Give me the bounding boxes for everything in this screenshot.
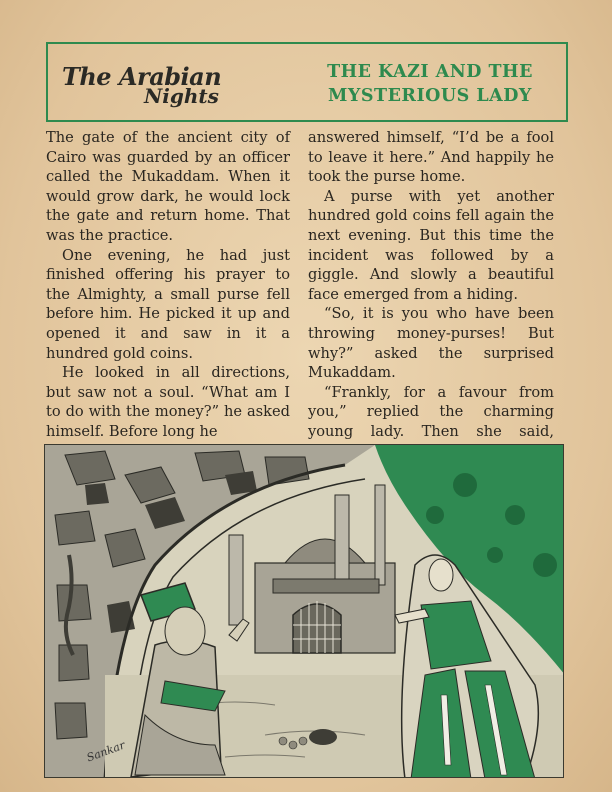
paragraph: One evening, he had just finished offering his prayer to the Almighty, a small purse fell before him. He picked it up and opened it and saw in it a hundred gold coins. (46, 246, 290, 362)
paragraph: “Frankly, for a favour from you,” replied the charming young lady. Then she said, (308, 383, 554, 440)
money-purse (309, 729, 337, 745)
story-illustration (44, 444, 564, 778)
illustration-drawing (45, 445, 564, 778)
paragraph: answered himself, “I’d be a fool to leave it here.” And happily he took the purse home. (308, 129, 554, 186)
logo-line-1: The Arabian (62, 62, 222, 91)
paragraph: “So, it is you who have been throwing money-purses! But why?” asked the surprised Mukaddam. (308, 305, 554, 382)
paragraph: He looked in all directions, but saw not a soul. “What am I to do with the money?” he asked himself. Before long he (46, 364, 290, 440)
logo-line-2: Nights (144, 84, 219, 108)
story-title-line-2: MYSTERIOUS LADY (328, 86, 532, 106)
text-column-right (308, 128, 554, 461)
story-header (46, 42, 568, 122)
paragraph: The gate of the ancient city of Cairo was guarded by an officer called the Mukaddam. When it would grow dark, he would lock the gate and return home. That was the practice. (46, 129, 290, 244)
arabian-nights-logo (62, 60, 232, 110)
artist-signature: Sankar (84, 738, 127, 765)
paragraph: A purse with yet another hundred gold coins fell again the next evening. But this time the incident was followed by a giggle. And slowly a beautiful face emerged from a hiding. (308, 187, 554, 303)
story-title-line-1: THE KAZI AND THE (327, 62, 533, 82)
story-title (310, 60, 550, 108)
text-column-left (46, 128, 290, 442)
